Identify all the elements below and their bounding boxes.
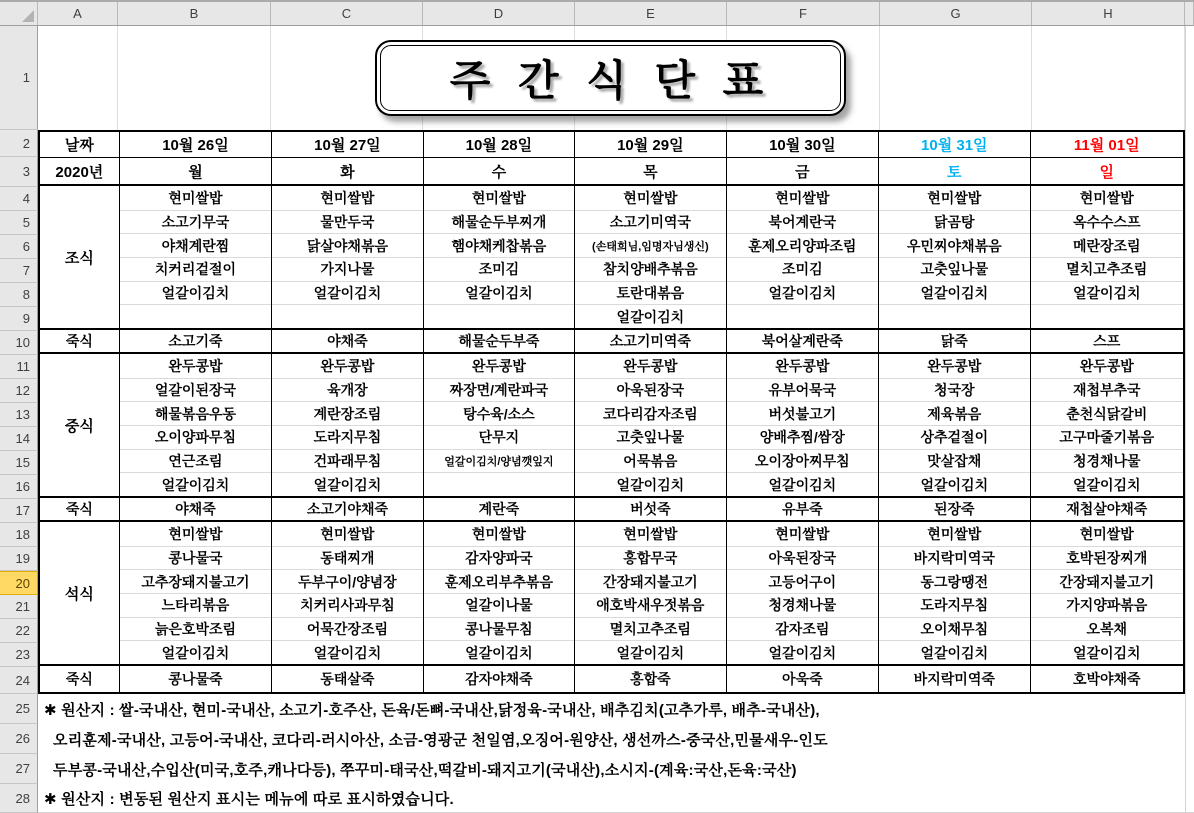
cell-day-date[interactable]: 10월 28일 — [424, 132, 575, 157]
menu-item — [120, 304, 271, 328]
row-header-24[interactable]: 24 — [0, 667, 38, 694]
menu-item: 연근조림 — [120, 449, 271, 473]
cell-lunch-porridge[interactable]: 야채죽 — [120, 498, 272, 520]
menu-item: 완두콩밥 — [168, 357, 223, 374]
menu-item: 코다리감자조림 — [575, 401, 725, 425]
menu-item: 얼갈이김치 — [879, 640, 1029, 664]
row-header-7[interactable]: 7 — [0, 259, 38, 283]
table-band — [40, 354, 1183, 498]
menu-item: 아욱된장국 — [727, 546, 878, 570]
menu-item: 오복채 — [1031, 617, 1183, 641]
cell-day-of-week[interactable]: 월 — [120, 158, 272, 184]
cell-breakfast-porridge[interactable]: 소고기죽 — [120, 330, 272, 352]
menu-item: 얼갈이김치 — [1031, 281, 1183, 305]
menu-item: 얼갈이김치 — [727, 281, 878, 305]
menu-item: 얼갈이김치 — [575, 472, 725, 496]
cell-dinner-label[interactable]: 석식 — [40, 522, 120, 664]
menu-item — [272, 304, 422, 328]
menu-item: 버섯불고기 — [727, 401, 878, 425]
table-band — [40, 132, 1183, 158]
cell-lunch-menu[interactable] — [424, 354, 575, 496]
menu-item: 조미김 — [727, 257, 878, 281]
menu-item: 얼갈이김치 — [1031, 472, 1183, 496]
cell-day-of-week[interactable]: 목 — [575, 158, 726, 184]
menu-item: 현미쌀밥 — [775, 189, 830, 206]
cell-breakfast-porridge[interactable]: 야채죽 — [272, 330, 423, 352]
menu-item: 치커리겉절이 — [120, 257, 271, 281]
menu-item: 얼갈이김치 — [120, 472, 271, 496]
menu-item: 완두콩밥 — [1079, 357, 1134, 374]
menu-item: 콩나물무침 — [424, 617, 574, 641]
menu-item: 아욱된장국 — [575, 378, 725, 402]
cell-lunch-menu[interactable] — [575, 354, 726, 496]
menu-item: 가지나물 — [272, 257, 422, 281]
menu-item — [727, 304, 878, 328]
row-header-28[interactable]: 28 — [0, 784, 38, 813]
gridline-col-B — [118, 26, 271, 130]
row-header-9[interactable]: 9 — [0, 307, 38, 331]
column-header-H[interactable]: H — [1032, 2, 1185, 25]
menu-item: 단무지 — [424, 425, 574, 449]
row-header-5[interactable]: 5 — [0, 211, 38, 235]
menu-item: 현미쌀밥 — [623, 189, 678, 206]
cell-lunch-porridge[interactable]: 버섯죽 — [575, 498, 726, 520]
next-column-gridline — [1185, 26, 1194, 813]
cell-dinner-menu[interactable] — [575, 522, 726, 664]
row-header-18[interactable]: 18 — [0, 523, 38, 547]
menu-item: 훈제오리부추볶음 — [424, 569, 574, 593]
menu-item: 조미김 — [424, 257, 574, 281]
menu-item: 어묵볶음 — [575, 449, 725, 473]
cell-lunch-menu[interactable] — [120, 354, 272, 496]
cell-breakfast-porridge[interactable]: 스프 — [1093, 333, 1121, 349]
menu-item — [424, 304, 574, 328]
table-band — [40, 666, 1183, 692]
menu-item: 도라지무침 — [272, 425, 422, 449]
row-header-25[interactable]: 25 — [0, 694, 38, 724]
menu-item: 제육볶음 — [879, 401, 1029, 425]
menu-item: 훈제오리양파조림 — [727, 233, 878, 257]
menu-item: 얼갈이김치 — [727, 472, 878, 496]
cell-dinner-menu[interactable] — [120, 522, 272, 664]
menu-item: 완두콩밥 — [927, 357, 982, 374]
menu-item: 감자양파국 — [424, 546, 574, 570]
cell-dinner-menu[interactable] — [1031, 522, 1183, 664]
cell-lunch-menu[interactable] — [727, 354, 879, 496]
row-header-1[interactable]: 1 — [0, 26, 38, 130]
menu-item: 현미쌀밥 — [927, 525, 982, 542]
cell-breakfast-menu[interactable] — [879, 186, 1030, 328]
menu-item: 우민찌야채볶음 — [879, 233, 1029, 257]
menu-item: 건파래무침 — [272, 449, 422, 473]
menu-item: 현미쌀밥 — [927, 189, 982, 206]
origin-note-line[interactable]: ✱ 원산지 : 쌀-국내산, 현미-국내산, 소고기-호주산, 돈육/돈뼈-국내산,닭정육-국내산, 배추김치(고추가루, 배추-국내산), — [44, 701, 820, 719]
origin-note-line[interactable]: 오리훈제-국내산, 고등어-국내산, 코다리-러시아산, 소금-영광군 천일염,오징어-원양산, 생선까스-중국산,민물새우-인도 — [53, 731, 828, 749]
menu-item: 두부구이/양념장 — [272, 569, 422, 593]
cell-lunch-menu[interactable] — [879, 354, 1030, 496]
menu-item: 닭살야채볶음 — [272, 233, 422, 257]
cell-porridge-label[interactable]: 죽식 — [40, 498, 120, 520]
menu-item: 얼갈이김치 — [272, 640, 422, 664]
cell-day-date[interactable]: 10월 31일 — [879, 132, 1030, 157]
cell-breakfast-porridge[interactable]: 닭죽 — [879, 330, 1030, 352]
menu-item: 얼갈이김치 — [575, 640, 725, 664]
cell-dinner-menu[interactable] — [727, 522, 879, 664]
menu-item: 가지양파볶음 — [1031, 593, 1183, 617]
row-header-4[interactable]: 4 — [0, 187, 38, 211]
row-header-27[interactable]: 27 — [0, 754, 38, 784]
cell-breakfast-porridge[interactable]: 북어살계란죽 — [727, 330, 879, 352]
row-header-3[interactable]: 3 — [0, 157, 38, 187]
menu-item: 얼갈이김치 — [120, 640, 271, 664]
menu-item: 청경채나물 — [1031, 449, 1183, 473]
menu-item: 물만두국 — [272, 210, 422, 234]
menu-item: 청국장 — [879, 378, 1029, 402]
row-header-12[interactable]: 12 — [0, 379, 38, 403]
menu-item: 어묵간장조림 — [272, 617, 422, 641]
menu-item: (손태희님,임명자님생신) — [575, 233, 725, 257]
menu-item: 완두콩밥 — [471, 357, 526, 374]
cell-lunch-menu[interactable] — [272, 354, 423, 496]
menu-item: 얼갈이김치 — [120, 281, 271, 305]
menu-item — [879, 304, 1029, 328]
row-header-2[interactable]: 2 — [0, 130, 38, 157]
row-header-8[interactable]: 8 — [0, 283, 38, 307]
menu-item: 고구마줄기볶음 — [1031, 425, 1183, 449]
menu-item: 바지락미역국 — [879, 546, 1029, 570]
cell-breakfast-menu[interactable] — [727, 186, 879, 328]
column-header-F[interactable]: F — [727, 2, 880, 25]
cell-breakfast-label[interactable]: 조식 — [40, 186, 120, 328]
cell-day-date[interactable]: 10월 27일 — [272, 132, 423, 157]
menu-item: 완두콩밥 — [623, 357, 678, 374]
row-header-10[interactable]: 10 — [0, 331, 38, 355]
menu-item: 느타리볶음 — [120, 593, 271, 617]
cell-dinner-porridge[interactable]: 아욱죽 — [727, 666, 879, 692]
page-title: 주 간 식 단 표 — [449, 57, 772, 104]
cell-breakfast-menu[interactable] — [120, 186, 272, 328]
cell-dinner-porridge[interactable]: 홍합죽 — [575, 666, 726, 692]
menu-item: 참치양배추볶음 — [575, 257, 725, 281]
cell-day-of-week[interactable]: 토 — [879, 158, 1030, 184]
menu-item: 얼갈이김치 — [272, 281, 422, 305]
menu-item: 탕수육/소스 — [424, 401, 574, 425]
table-band — [40, 330, 1183, 354]
cell-day-date[interactable]: 10월 29일 — [575, 132, 726, 157]
menu-item: 상추겉절이 — [879, 425, 1029, 449]
menu-item — [1031, 304, 1183, 328]
menu-item: 치커리사과무침 — [272, 593, 422, 617]
cell-breakfast-menu[interactable] — [1031, 186, 1183, 328]
cell-breakfast-porridge[interactable]: 해물순두부죽 — [424, 330, 575, 352]
cell-lunch-porridge[interactable]: 된장죽 — [879, 498, 1030, 520]
menu-item: 얼갈이김치 — [272, 472, 422, 496]
column-header-C[interactable]: C — [271, 2, 423, 25]
cell-year[interactable]: 2020년 — [40, 158, 120, 184]
table-band — [40, 522, 1183, 666]
column-header-bar — [0, 0, 1194, 26]
menu-item: 햄야채케찹볶음 — [424, 233, 574, 257]
row-header-15[interactable]: 15 — [0, 451, 38, 475]
cell-porridge-label[interactable]: 죽식 — [40, 330, 120, 352]
select-all-corner[interactable] — [0, 2, 38, 25]
menu-item: 멸치고추조림 — [575, 617, 725, 641]
gridline-col-G — [880, 26, 1032, 130]
menu-item: 현미쌀밥 — [775, 525, 830, 542]
cell-day-of-week[interactable]: 수 — [424, 158, 575, 184]
menu-item: 춘천식닭갈비 — [1031, 401, 1183, 425]
menu-item: 현미쌀밥 — [623, 525, 678, 542]
menu-item: 현미쌀밥 — [471, 189, 526, 206]
cell-day-date[interactable]: 10월 26일 — [120, 132, 272, 157]
menu-item: 토란대볶음 — [575, 281, 725, 305]
row-header-bar — [0, 26, 38, 813]
row-header-23[interactable]: 23 — [0, 643, 38, 667]
menu-item: 얼갈이김치 — [575, 304, 725, 328]
menu-item: 얼갈이김치 — [879, 281, 1029, 305]
menu-item: 늙은호박조림 — [120, 617, 271, 641]
cell-breakfast-menu[interactable] — [424, 186, 575, 328]
menu-item: 호박된장찌개 — [1031, 546, 1183, 570]
menu-item: 오이장아찌무침 — [727, 449, 878, 473]
menu-item: 간장돼지불고기 — [575, 569, 725, 593]
row-header-22[interactable]: 22 — [0, 619, 38, 643]
cell-day-of-week[interactable]: 금 — [727, 158, 879, 184]
cell-lunch-porridge[interactable]: 재첩살야채죽 — [1066, 501, 1148, 517]
menu-item: 고추장돼지불고기 — [120, 569, 271, 593]
row-header-21[interactable]: 21 — [0, 595, 38, 619]
cell-dinner-menu[interactable] — [424, 522, 575, 664]
origin-note-line[interactable]: ✱ 원산지 : 변동된 원산지 표시는 메뉴에 따로 표시하였습니다. — [38, 784, 1194, 813]
menu-item: 홍합무국 — [575, 546, 725, 570]
cell-breakfast-menu[interactable] — [272, 186, 423, 328]
column-header-D[interactable]: D — [423, 2, 575, 25]
menu-item: 현미쌀밥 — [471, 525, 526, 542]
menu-item: 해물순두부찌개 — [424, 210, 574, 234]
menu-item: 얼갈이김치/양념깻잎지 — [424, 449, 574, 473]
cell-porridge-label[interactable]: 죽식 — [40, 666, 120, 692]
row-header-6[interactable]: 6 — [0, 235, 38, 259]
menu-item: 콩나물국 — [120, 546, 271, 570]
menu-item: 양배추찜/쌈장 — [727, 425, 878, 449]
cell-dinner-porridge[interactable]: 바지락미역죽 — [879, 666, 1030, 692]
menu-item: 북어계란국 — [727, 210, 878, 234]
row-header-13[interactable]: 13 — [0, 403, 38, 427]
menu-item: 도라지무침 — [879, 593, 1029, 617]
menu-item: 얼갈이김치 — [1031, 640, 1183, 664]
menu-item: 얼갈이김치 — [727, 640, 878, 664]
menu-item: 오이채무침 — [879, 617, 1029, 641]
table-band — [40, 186, 1183, 330]
menu-item: 소고기무국 — [120, 210, 271, 234]
table-band — [40, 498, 1183, 522]
menu-item: 현미쌀밥 — [168, 525, 223, 542]
row-header-19[interactable]: 19 — [0, 547, 38, 571]
cell-day-date[interactable]: 11월 01일 — [1073, 137, 1140, 154]
column-header-B[interactable]: B — [118, 2, 271, 25]
row-header-17[interactable]: 17 — [0, 499, 38, 523]
menu-item: 고춧잎나물 — [575, 425, 725, 449]
menu-item: 맛살잡채 — [879, 449, 1029, 473]
menu-item: 오이양파무침 — [120, 425, 271, 449]
menu-item: 완두콩밥 — [320, 357, 375, 374]
menu-item: 현미쌀밥 — [320, 525, 375, 542]
row-header-11[interactable]: 11 — [0, 355, 38, 379]
origin-note-line[interactable]: 두부콩-국내산,수입산(미국,호주,캐나다등), 쭈꾸미-태국산,떡갈비-돼지고기(국내산),소시지-(계육:국산,돈육:국산) — [53, 761, 797, 779]
menu-item: 야채계란찜 — [120, 233, 271, 257]
menu-item: 청경채나물 — [727, 593, 878, 617]
menu-item: 얼갈이김치 — [424, 281, 574, 305]
menu-table — [38, 130, 1185, 694]
menu-item — [424, 472, 574, 496]
cell-lunch-label[interactable]: 중식 — [40, 354, 120, 496]
column-header-partial[interactable] — [1185, 2, 1194, 25]
menu-item: 현미쌀밥 — [1079, 525, 1134, 542]
cell-lunch-menu[interactable] — [1031, 354, 1183, 496]
cell-date-label[interactable]: 날짜 — [40, 132, 120, 157]
menu-item: 소고기미역국 — [575, 210, 725, 234]
menu-item: 멸치고추조림 — [1031, 257, 1183, 281]
menu-item: 닭곰탕 — [879, 210, 1029, 234]
menu-item: 현미쌀밥 — [168, 189, 223, 206]
menu-item: 고춧잎나물 — [879, 257, 1029, 281]
menu-item: 재첩부추국 — [1031, 378, 1183, 402]
title-shape-inner-border — [380, 45, 841, 111]
row-header-26[interactable]: 26 — [0, 724, 38, 754]
menu-item: 유부어묵국 — [727, 378, 878, 402]
menu-item: 메란장조림 — [1031, 233, 1183, 257]
title-shape[interactable] — [375, 40, 846, 116]
column-header-G[interactable]: G — [880, 2, 1032, 25]
cell-day-of-week[interactable]: 일 — [1099, 163, 1115, 181]
cell-lunch-porridge[interactable]: 소고기야채죽 — [272, 498, 423, 520]
menu-item: 얼갈이나물 — [424, 593, 574, 617]
menu-item: 해물볶음우동 — [120, 401, 271, 425]
table-band — [40, 158, 1183, 186]
menu-item: 육개장 — [272, 378, 422, 402]
menu-item: 동태찌개 — [272, 546, 422, 570]
cell-dinner-porridge[interactable]: 콩나물죽 — [120, 666, 272, 692]
gridline-col-A — [38, 26, 118, 130]
cell-dinner-porridge[interactable]: 동태살죽 — [272, 666, 423, 692]
menu-item: 얼갈이김치 — [424, 640, 574, 664]
origin-notes — [38, 694, 1194, 813]
row-header-16[interactable]: 16 — [0, 475, 38, 499]
menu-item: 현미쌀밥 — [1079, 189, 1134, 206]
cell-breakfast-porridge[interactable]: 소고기미역죽 — [575, 330, 726, 352]
column-header-A[interactable]: A — [38, 2, 118, 25]
cell-dinner-menu[interactable] — [879, 522, 1030, 664]
cell-lunch-porridge[interactable]: 계란죽 — [424, 498, 575, 520]
menu-item: 얼갈이된장국 — [120, 378, 271, 402]
menu-item: 간장돼지불고기 — [1031, 569, 1183, 593]
gridline-col-H — [1032, 26, 1185, 130]
menu-item: 짜장면/계란파국 — [424, 378, 574, 402]
column-header-E[interactable]: E — [575, 2, 727, 25]
menu-item: 옥수수스프 — [1031, 210, 1183, 234]
menu-item: 얼갈이김치 — [879, 472, 1029, 496]
cell-breakfast-menu[interactable] — [575, 186, 726, 328]
row-header-14[interactable]: 14 — [0, 427, 38, 451]
cell-day-of-week[interactable]: 화 — [272, 158, 423, 184]
menu-item: 완두콩밥 — [775, 357, 830, 374]
menu-item: 동그랑땡전 — [879, 569, 1029, 593]
menu-item: 애호박새우젓볶음 — [575, 593, 725, 617]
menu-item: 계란장조림 — [272, 401, 422, 425]
cell-dinner-menu[interactable] — [272, 522, 423, 664]
menu-item: 감자조림 — [727, 617, 878, 641]
menu-item: 고등어구이 — [727, 569, 878, 593]
row-header-20[interactable]: 20 — [0, 571, 38, 595]
cell-day-date[interactable]: 10월 30일 — [727, 132, 879, 157]
cell-lunch-porridge[interactable]: 유부죽 — [727, 498, 879, 520]
cell-dinner-porridge[interactable]: 호박야채죽 — [1072, 671, 1141, 687]
cell-dinner-porridge[interactable]: 감자야채죽 — [424, 666, 575, 692]
menu-item: 현미쌀밥 — [320, 189, 375, 206]
